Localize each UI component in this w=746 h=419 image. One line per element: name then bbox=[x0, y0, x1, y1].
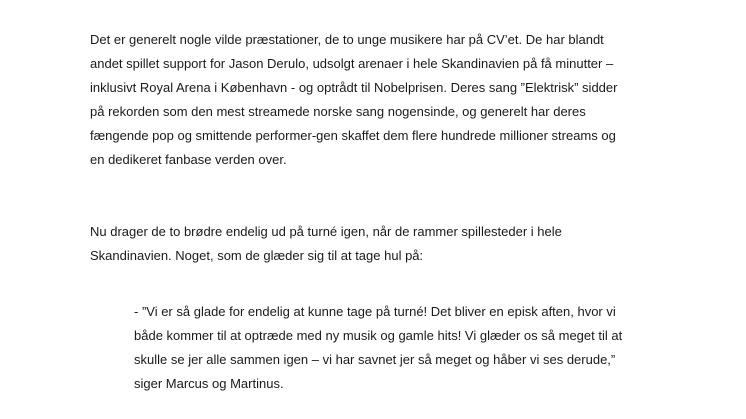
text-line: på rekorden som den mest streamede norske sang nogensinde, og generelt har deres bbox=[90, 104, 586, 119]
quote-line: siger Marcus og Martinus. bbox=[134, 376, 284, 391]
quote-line: både kommer til at optræde med ny musik og gamle hits! Vi glæder os så meget til at bbox=[134, 328, 623, 343]
text-line: Det er generelt nogle vilde præstationer, de to unge musikere har på CV’et. De har blandt bbox=[90, 32, 604, 47]
text-line: Skandinavien. Noget, som de glæder sig til at tage hul på: bbox=[90, 248, 424, 263]
quote-block bbox=[134, 300, 674, 396]
quote-line: - ”Vi er så glade for endelig at kunne tage på turné! Det bliver en episk aften, hvor vi bbox=[134, 304, 616, 319]
text-line: inklusivt Royal Arena i København - og optrådt til Nobelprisen. Deres sang ”Elektrisk” sidder bbox=[90, 80, 618, 95]
paragraph-tour bbox=[90, 220, 670, 268]
text-line: en dedikeret fanbase verden over. bbox=[90, 152, 287, 167]
text-line: andet spillet support for Jason Derulo, udsolgt arenaer i hele Skandinavien på få minutter – bbox=[90, 56, 614, 71]
text-line: fængende pop og smittende performer-gen skaffet dem flere hundrede millioner streams og bbox=[90, 128, 616, 143]
text-line: Nu drager de to brødre endelig ud på turné igen, når de rammer spillesteder i hele bbox=[90, 224, 562, 239]
quote-line: skulle se jer alle sammen igen – vi har savnet jer så meget og håber vi ses derude,” bbox=[134, 352, 616, 367]
paragraph-achievements bbox=[90, 28, 670, 172]
